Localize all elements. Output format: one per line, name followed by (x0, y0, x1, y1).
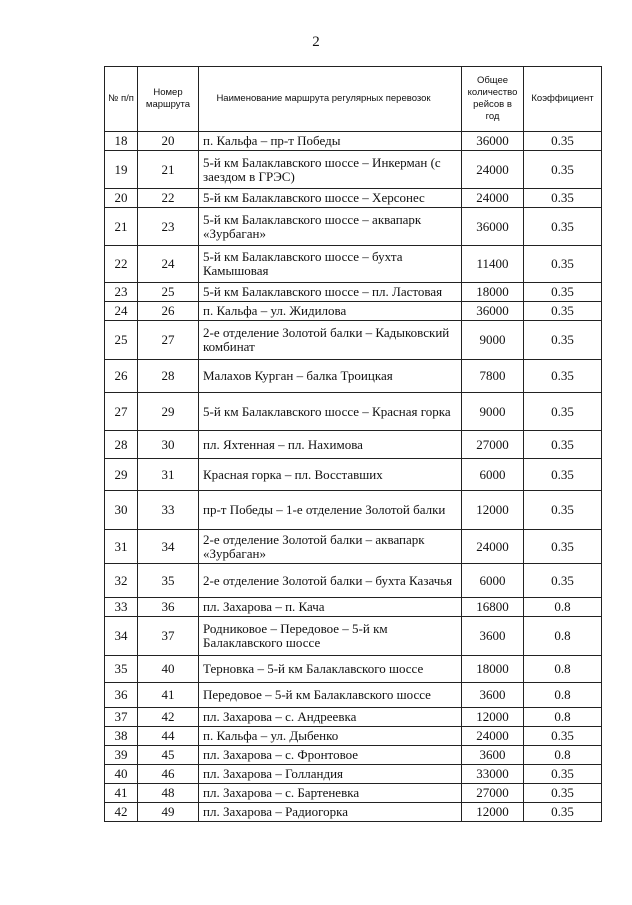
cell-route-name: п. Кальфа – ул. Дыбенко (199, 727, 462, 746)
cell-index: 31 (105, 530, 138, 564)
table-row (105, 321, 602, 360)
cell-coefficient: 0.35 (524, 321, 602, 360)
cell-route-name: Передовое – 5-й км Балаклавского шоссе (199, 683, 462, 708)
header-route-name: Наименование маршрута регулярных перевозок (199, 67, 462, 132)
cell-route-number: 36 (138, 598, 199, 617)
cell-route-name: пл. Яхтенная – пл. Нахимова (199, 431, 462, 459)
table-row (105, 530, 602, 564)
table-row (105, 283, 602, 302)
cell-coefficient: 0.35 (524, 360, 602, 393)
cell-route-number: 24 (138, 246, 199, 283)
cell-index: 35 (105, 656, 138, 683)
cell-coefficient: 0.8 (524, 617, 602, 656)
cell-coefficient: 0.35 (524, 765, 602, 784)
cell-route-number: 25 (138, 283, 199, 302)
header-route-number: Номер маршрута (138, 67, 199, 132)
cell-coefficient: 0.8 (524, 656, 602, 683)
table-row (105, 683, 602, 708)
cell-route-name: 5-й км Балаклавского шоссе – Херсонес (199, 189, 462, 208)
cell-route-name: Терновка – 5-й км Балаклавского шоссе (199, 656, 462, 683)
table-row (105, 564, 602, 598)
cell-route-number: 20 (138, 132, 199, 151)
cell-trips: 27000 (462, 784, 524, 803)
cell-route-number: 37 (138, 617, 199, 656)
cell-trips: 33000 (462, 765, 524, 784)
cell-trips: 11400 (462, 246, 524, 283)
cell-trips: 24000 (462, 530, 524, 564)
cell-route-name: 5-й км Балаклавского шоссе – аквапарк «Зурбаган» (199, 208, 462, 246)
cell-trips: 36000 (462, 132, 524, 151)
cell-trips: 24000 (462, 727, 524, 746)
cell-route-name: п. Кальфа – пр-т Победы (199, 132, 462, 151)
cell-route-number: 45 (138, 746, 199, 765)
cell-index: 38 (105, 727, 138, 746)
cell-route-name: пл. Захарова – Голландия (199, 765, 462, 784)
cell-route-number: 26 (138, 302, 199, 321)
cell-coefficient: 0.8 (524, 708, 602, 727)
cell-coefficient: 0.35 (524, 151, 602, 189)
cell-trips: 7800 (462, 360, 524, 393)
cell-route-number: 34 (138, 530, 199, 564)
cell-coefficient: 0.8 (524, 683, 602, 708)
cell-index: 42 (105, 803, 138, 822)
cell-route-name: 2-е отделение Золотой балки – аквапарк «Зурбаган» (199, 530, 462, 564)
table-row (105, 431, 602, 459)
cell-route-name: п. Кальфа – ул. Жидилова (199, 302, 462, 321)
cell-coefficient: 0.35 (524, 530, 602, 564)
cell-coefficient: 0.35 (524, 564, 602, 598)
cell-trips: 6000 (462, 459, 524, 491)
cell-route-name: пр-т Победы – 1-е отделение Золотой балки (199, 491, 462, 530)
cell-route-number: 44 (138, 727, 199, 746)
cell-coefficient: 0.35 (524, 459, 602, 491)
cell-index: 26 (105, 360, 138, 393)
cell-trips: 3600 (462, 617, 524, 656)
cell-index: 34 (105, 617, 138, 656)
cell-route-name: Малахов Курган – балка Троицкая (199, 360, 462, 393)
cell-index: 27 (105, 393, 138, 431)
cell-route-number: 27 (138, 321, 199, 360)
cell-coefficient: 0.35 (524, 208, 602, 246)
header-index: № п/п (105, 67, 138, 132)
cell-route-name: пл. Захарова – п. Кача (199, 598, 462, 617)
cell-trips: 16800 (462, 598, 524, 617)
cell-route-name: пл. Захарова – с. Бартеневка (199, 784, 462, 803)
cell-trips: 24000 (462, 151, 524, 189)
cell-trips: 12000 (462, 708, 524, 727)
cell-index: 36 (105, 683, 138, 708)
cell-trips: 27000 (462, 431, 524, 459)
cell-coefficient: 0.35 (524, 132, 602, 151)
cell-coefficient: 0.35 (524, 393, 602, 431)
cell-coefficient: 0.35 (524, 784, 602, 803)
cell-index: 21 (105, 208, 138, 246)
header-row (105, 67, 602, 132)
cell-coefficient: 0.35 (524, 491, 602, 530)
cell-trips: 24000 (462, 189, 524, 208)
table-body (105, 132, 602, 822)
routes-table (104, 66, 602, 822)
cell-route-name: пл. Захарова – с. Андреевка (199, 708, 462, 727)
cell-coefficient: 0.35 (524, 727, 602, 746)
cell-index: 22 (105, 246, 138, 283)
cell-route-number: 46 (138, 765, 199, 784)
table-row (105, 302, 602, 321)
cell-index: 19 (105, 151, 138, 189)
cell-route-number: 35 (138, 564, 199, 598)
cell-route-name: Родниковое – Передовое – 5-й км Балаклавского шоссе (199, 617, 462, 656)
cell-route-number: 33 (138, 491, 199, 530)
header-trips: Общее количество рейсов в год (462, 67, 524, 132)
table-row (105, 246, 602, 283)
cell-route-name: 5-й км Балаклавского шоссе – Красная горка (199, 393, 462, 431)
cell-trips: 3600 (462, 746, 524, 765)
table-header (105, 67, 602, 132)
table-row (105, 708, 602, 727)
cell-index: 29 (105, 459, 138, 491)
cell-coefficient: 0.8 (524, 598, 602, 617)
cell-coefficient: 0.35 (524, 189, 602, 208)
cell-index: 41 (105, 784, 138, 803)
cell-route-name: 2-е отделение Золотой балки – Кадыковский комбинат (199, 321, 462, 360)
table-row (105, 784, 602, 803)
cell-index: 33 (105, 598, 138, 617)
cell-trips: 18000 (462, 656, 524, 683)
cell-route-number: 48 (138, 784, 199, 803)
table-row (105, 459, 602, 491)
cell-coefficient: 0.35 (524, 431, 602, 459)
table-row (105, 491, 602, 530)
cell-index: 40 (105, 765, 138, 784)
cell-trips: 12000 (462, 803, 524, 822)
table-row (105, 151, 602, 189)
cell-route-name: Красная горка – пл. Восставших (199, 459, 462, 491)
cell-route-number: 29 (138, 393, 199, 431)
cell-index: 24 (105, 302, 138, 321)
table-row (105, 393, 602, 431)
table-row (105, 656, 602, 683)
cell-route-number: 42 (138, 708, 199, 727)
cell-trips: 3600 (462, 683, 524, 708)
cell-index: 32 (105, 564, 138, 598)
cell-route-number: 22 (138, 189, 199, 208)
table-row (105, 746, 602, 765)
cell-route-number: 23 (138, 208, 199, 246)
cell-route-name: пл. Захарова – Радиогорка (199, 803, 462, 822)
table-row (105, 617, 602, 656)
cell-index: 30 (105, 491, 138, 530)
cell-index: 39 (105, 746, 138, 765)
cell-coefficient: 0.35 (524, 283, 602, 302)
cell-trips: 36000 (462, 302, 524, 321)
cell-index: 25 (105, 321, 138, 360)
cell-coefficient: 0.8 (524, 746, 602, 765)
cell-index: 18 (105, 132, 138, 151)
cell-trips: 36000 (462, 208, 524, 246)
cell-trips: 9000 (462, 393, 524, 431)
cell-trips: 9000 (462, 321, 524, 360)
cell-index: 37 (105, 708, 138, 727)
table-row (105, 208, 602, 246)
cell-index: 20 (105, 189, 138, 208)
cell-route-name: 2-е отделение Золотой балки – бухта Казачья (199, 564, 462, 598)
cell-index: 23 (105, 283, 138, 302)
table-row (105, 727, 602, 746)
cell-route-name: 5-й км Балаклавского шоссе – бухта Камышовая (199, 246, 462, 283)
page-number: 2 (312, 34, 320, 50)
cell-index: 28 (105, 431, 138, 459)
table-row (105, 803, 602, 822)
cell-route-number: 28 (138, 360, 199, 393)
cell-route-name: 5-й км Балаклавского шоссе – пл. Ластовая (199, 283, 462, 302)
table-row (105, 598, 602, 617)
cell-trips: 18000 (462, 283, 524, 302)
table-row (105, 189, 602, 208)
cell-route-number: 49 (138, 803, 199, 822)
cell-route-number: 30 (138, 431, 199, 459)
cell-route-number: 40 (138, 656, 199, 683)
cell-coefficient: 0.35 (524, 803, 602, 822)
table-row (105, 360, 602, 393)
cell-coefficient: 0.35 (524, 246, 602, 283)
cell-trips: 6000 (462, 564, 524, 598)
cell-route-number: 41 (138, 683, 199, 708)
cell-route-number: 21 (138, 151, 199, 189)
cell-route-name: пл. Захарова – с. Фронтовое (199, 746, 462, 765)
cell-route-name: 5-й км Балаклавского шоссе – Инкерман (с заездом в ГРЭС) (199, 151, 462, 189)
cell-coefficient: 0.35 (524, 302, 602, 321)
table-row (105, 132, 602, 151)
header-coefficient: Коэффициент (524, 67, 602, 132)
cell-trips: 12000 (462, 491, 524, 530)
cell-route-number: 31 (138, 459, 199, 491)
table-row (105, 765, 602, 784)
